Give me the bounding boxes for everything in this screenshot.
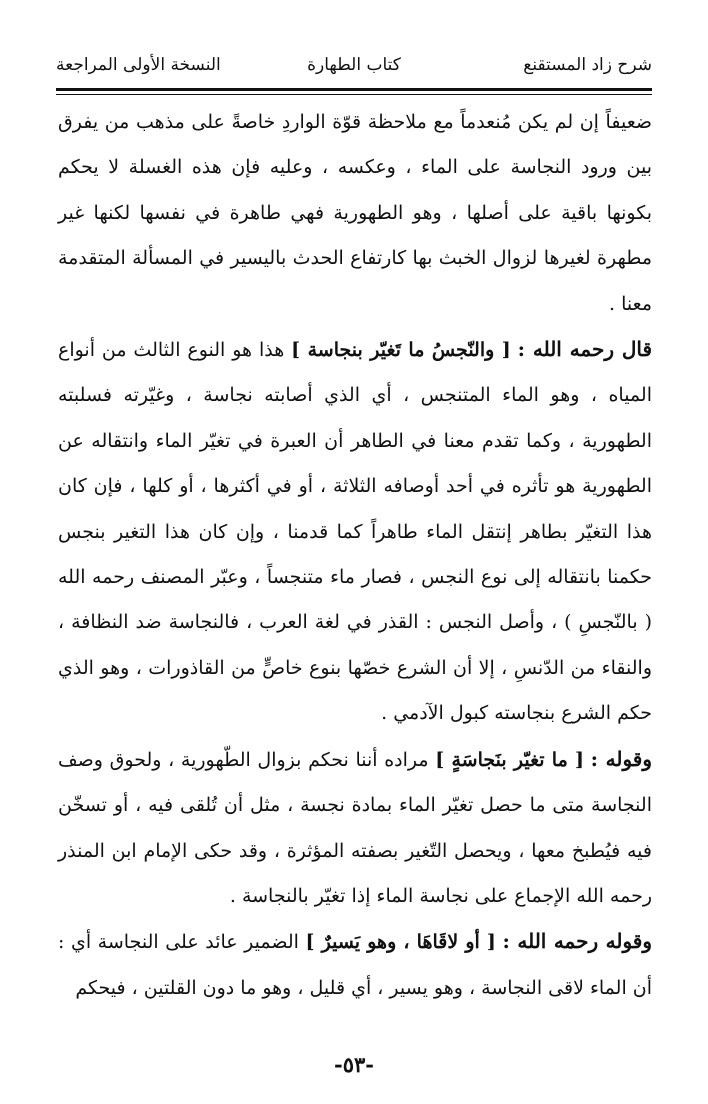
- body-text: [58, 100, 652, 1011]
- paragraph-2: [58, 327, 652, 737]
- paragraph-2-quote: [ والنّجسُ ما تَغيّر بنجاسة ]: [291, 339, 511, 362]
- paragraph-4-quote: [ أو لاقَاهَا ، وهو يَسيرٌ ]: [305, 931, 496, 954]
- header-rule-thin: [56, 94, 652, 95]
- paragraph-1: [58, 100, 652, 327]
- chapter-title: كتاب الطهارة: [307, 55, 401, 75]
- paragraph-3-lead: وقوله :: [590, 746, 653, 771]
- paragraph-4: [58, 919, 652, 1011]
- running-header: [56, 50, 652, 80]
- book-title: شرح زاد المستقنع: [523, 55, 652, 75]
- header-rule-thick: [56, 88, 652, 91]
- paragraph-2-lead: قال رحمه الله :: [517, 337, 653, 362]
- paragraph-3: [58, 737, 652, 920]
- paragraph-2-text: هذا هو النوع الثالث من أنواع المياه ، وهو الماء المتنجس ، أي الذي أصابته نجاسة ، وغيّرته فسلبته الطهورية ، وكما تقدم معنا في الطاهر أن العبرة في تغيّر الماء وانتقاله عن الطهورية هو تأثره في أحد أوصافه الثلاثة ، أو في أكثرها ، أو كلها ، فإن كان هذا التغيّر بطاهر إنتقل الماء طاهراً كما قدمنا ، وإن كان هذا التغير بنجس حكمنا بانتقاله إلى نوع النجس ، فصار ماء متنجساً ، وعبّر المصنف رحمه الله ( بالنّجسِ ) ، وأصل النجس : القذر في لغة العرب ، فالنجاسة ضد النظافة ، والنقاء من الدّنسِ ، إلا أن الشرع خصّها بنوع خاصٍّ من القاذورات ، وهو الذي حكم الشرع بنجاسته كبول الآدمي .: [58, 339, 652, 725]
- edition-label: النسخة الأولى المراجعة: [56, 55, 221, 75]
- paragraph-4-lead: وقوله رحمه الله :: [502, 929, 652, 954]
- paragraph-3-quote: [ ما تغيّر بنَجاسَةٍ ]: [435, 748, 584, 771]
- paragraph-3-text: مراده أننا نحكم بزوال الطّهورية ، ولحوق وصف النجاسة متى ما حصل تغيّر الماء بمادة نجسة ، مثل أن تُلقى فيه ، أو تسخّن فيه فيُطبخ معها ، ويحصل التّغير بصفته المؤثرة ، وقد حكى الإمام ابن المنذر رحمه الله الإجماع على نجاسة الماء إذا تغيّر بالنجاسة .: [58, 748, 652, 907]
- paragraph-4-text: الضمير عائد على النجاسة أي : أن الماء لاقى النجاسة ، وهو يسير ، أي قليل ، وهو ما دون القلتين ، فيحكم: [58, 931, 652, 999]
- page-number: -٥٣-: [334, 1052, 374, 1077]
- paragraph-1-text: ضعيفاً إن لم يكن مُنعدماً مع ملاحظة قوّة الواردِ خاصةً على مذهب من يفرق بين ورود النجاسة على الماء ، وعكسه ، وعليه فإن هذه الغسلة لا يحكم بكونها باقية على أصلها ، وهو الطهورية فهي طاهرة في نفسها لكنها غير مطهرة لغيرها لزوال الخبث بها كارتفاع الحدث باليسير في المسألة المتقدمة معنا .: [58, 111, 652, 315]
